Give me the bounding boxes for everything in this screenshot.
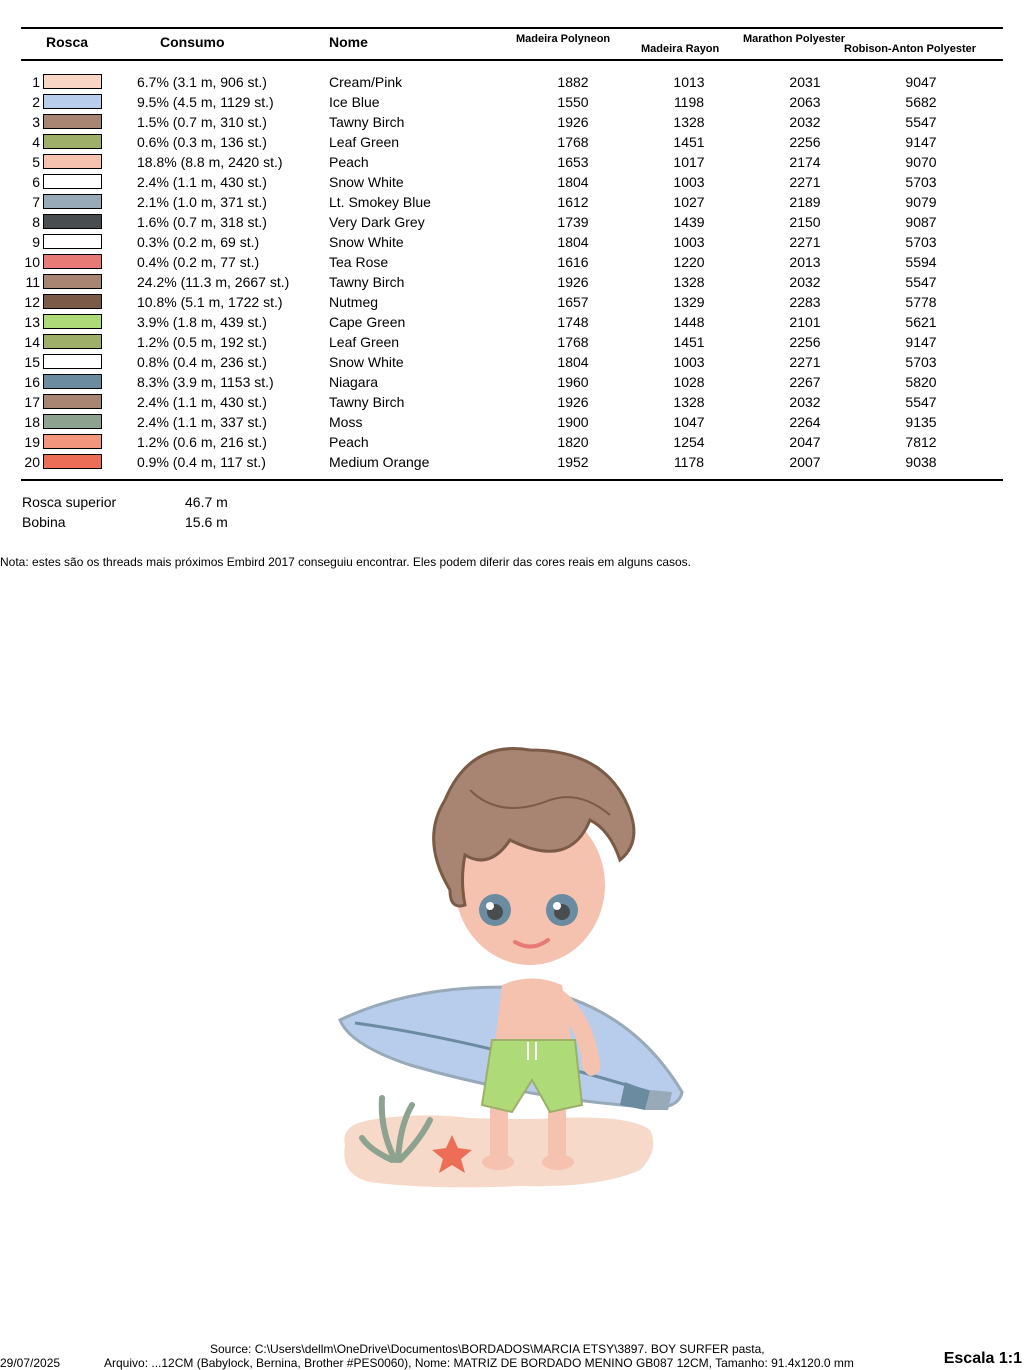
rosca-superior-label: Rosca superior [22, 494, 117, 510]
thread-name-cell: Cream/Pink [329, 74, 403, 90]
thread-name-cell: Nutmeg [329, 294, 379, 310]
thread-number: 13 [24, 314, 40, 330]
marathon-polyester-cell: 2032 [789, 114, 821, 130]
consumption-cell: 1.2% (0.5 m, 192 st.) [137, 334, 267, 350]
table-row [0, 272, 1024, 292]
robison-anton-cell: 5547 [905, 274, 937, 290]
madeira-rayon-cell: 1047 [673, 414, 705, 430]
thread-number: 15 [24, 354, 40, 370]
robison-anton-cell: 9079 [905, 194, 937, 210]
madeira-polyneon-cell: 1748 [557, 314, 589, 330]
consumption-cell: 0.4% (0.2 m, 77 st.) [137, 254, 260, 270]
madeira-rayon-cell: 1220 [673, 254, 705, 270]
marathon-polyester-cell: 2271 [789, 174, 821, 190]
thread-number: 14 [24, 334, 40, 350]
consumption-cell: 2.4% (1.1 m, 430 st.) [137, 174, 267, 190]
thread-number: 2 [32, 94, 40, 110]
madeira-rayon-cell: 1017 [673, 154, 705, 170]
thread-name-cell: Snow White [329, 174, 404, 190]
color-swatch [43, 74, 102, 89]
table-row [0, 172, 1024, 192]
robison-anton-cell: 5778 [905, 294, 937, 310]
color-swatch [43, 174, 102, 189]
table-row [0, 72, 1024, 92]
color-swatch [43, 214, 102, 229]
robison-anton-cell: 5547 [905, 394, 937, 410]
thread-name-cell: Tawny Birch [329, 274, 405, 290]
marathon-polyester-cell: 2150 [789, 214, 821, 230]
madeira-polyneon-cell: 1926 [557, 394, 589, 410]
footer-source: Source: C:\Users\dellm\OneDrive\Documentos\BORDADOS\MARCIA ETSY\3897. BOY SURFER pasta, [210, 1342, 765, 1356]
thread-name-cell: Cape Green [329, 314, 406, 330]
thread-name-cell: Tea Rose [329, 254, 389, 270]
color-swatch [43, 294, 102, 309]
robison-anton-cell: 9047 [905, 74, 937, 90]
consumption-cell: 2.4% (1.1 m, 337 st.) [137, 414, 267, 430]
marathon-polyester-cell: 2283 [789, 294, 821, 310]
thread-number: 10 [24, 254, 40, 270]
marathon-polyester-cell: 2256 [789, 334, 821, 350]
thread-name-cell: Very Dark Grey [329, 214, 425, 230]
marathon-polyester-cell: 2032 [789, 394, 821, 410]
thread-number: 16 [24, 374, 40, 390]
consumption-cell: 0.3% (0.2 m, 69 st.) [137, 234, 260, 250]
color-swatch [43, 274, 102, 289]
scale-label: Escala 1:1 [943, 1350, 1022, 1367]
madeira-polyneon-cell: 1612 [557, 194, 589, 210]
madeira-polyneon-cell: 1952 [557, 454, 589, 470]
table-row [0, 312, 1024, 332]
robison-anton-cell: 5703 [905, 174, 937, 190]
color-swatch [43, 314, 102, 329]
madeira-polyneon-cell: 1960 [557, 374, 589, 390]
table-row [0, 112, 1024, 132]
color-swatch [43, 154, 102, 169]
consumption-cell: 18.8% (8.8 m, 2420 st.) [137, 154, 283, 170]
table-row [0, 352, 1024, 372]
thread-name-cell: Leaf Green [329, 134, 400, 150]
consumption-cell: 9.5% (4.5 m, 1129 st.) [137, 94, 274, 110]
rosca-superior-value: 46.7 m [185, 494, 228, 510]
madeira-polyneon-cell: 1657 [557, 294, 589, 310]
madeira-rayon-cell: 1027 [673, 194, 705, 210]
consumption-cell: 0.6% (0.3 m, 136 st.) [137, 134, 267, 150]
consumption-cell: 8.3% (3.9 m, 1153 st.) [137, 374, 274, 390]
madeira-polyneon-cell: 1739 [557, 214, 589, 230]
madeira-rayon-cell: 1254 [673, 434, 705, 450]
madeira-rayon-cell: 1451 [673, 134, 705, 150]
thread-name-cell: Lt. Smokey Blue [329, 194, 431, 210]
bobina-value: 15.6 m [185, 514, 228, 530]
robison-anton-cell: 9135 [905, 414, 937, 430]
color-swatch [43, 254, 102, 269]
thread-number: 1 [32, 74, 40, 90]
table-row [0, 412, 1024, 432]
marathon-polyester-cell: 2063 [789, 94, 821, 110]
madeira-polyneon-cell: 1550 [557, 94, 589, 110]
thread-number: 19 [24, 434, 40, 450]
color-swatch [43, 374, 102, 389]
marathon-polyester-cell: 2101 [789, 314, 821, 330]
table-bottom-rule [21, 479, 1003, 481]
madeira-rayon-cell: 1328 [673, 114, 705, 130]
marathon-polyester-cell: 2267 [789, 374, 821, 390]
consumption-cell: 1.5% (0.7 m, 310 st.) [137, 114, 267, 130]
madeira-rayon-cell: 1003 [673, 354, 705, 370]
header-marathon-polyester: Marathon Polyester [743, 33, 846, 45]
madeira-polyneon-cell: 1653 [557, 154, 589, 170]
thread-name-cell: Peach [329, 434, 369, 450]
thread-number: 11 [25, 274, 40, 290]
madeira-polyneon-cell: 1804 [557, 174, 589, 190]
table-row [0, 232, 1024, 252]
marathon-polyester-cell: 2271 [789, 234, 821, 250]
consumption-cell: 6.7% (3.1 m, 906 st.) [137, 74, 267, 90]
madeira-polyneon-cell: 1882 [557, 74, 589, 90]
footer-arquivo: Arquivo: ...12CM (Babylock, Bernina, Brother #PES0060), Nome: MATRIZ DE BORDADO MENINO GB087 12CM, Tamanho: 91.4x120.0 mm [104, 1356, 854, 1370]
thread-name-cell: Tawny Birch [329, 114, 405, 130]
robison-anton-cell: 9038 [905, 454, 937, 470]
thread-name-cell: Leaf Green [329, 334, 400, 350]
madeira-polyneon-cell: 1820 [557, 434, 589, 450]
consumption-cell: 1.6% (0.7 m, 318 st.) [137, 214, 267, 230]
robison-anton-cell: 5547 [905, 114, 937, 130]
consumption-cell: 0.9% (0.4 m, 117 st.) [137, 454, 266, 470]
madeira-rayon-cell: 1329 [673, 294, 705, 310]
table-row [0, 332, 1024, 352]
thread-number: 17 [24, 394, 40, 410]
table-row [0, 92, 1024, 112]
table-top-rule [21, 27, 1003, 29]
madeira-polyneon-cell: 1768 [557, 134, 589, 150]
thread-name-cell: Snow White [329, 234, 404, 250]
table-row [0, 212, 1024, 232]
robison-anton-cell: 5682 [905, 94, 937, 110]
robison-anton-cell: 5621 [905, 314, 937, 330]
color-swatch [43, 334, 102, 349]
madeira-rayon-cell: 1439 [673, 214, 705, 230]
thread-number: 6 [32, 174, 40, 190]
color-swatch [43, 114, 102, 129]
robison-anton-cell: 9147 [905, 334, 937, 350]
thread-name-cell: Peach [329, 154, 369, 170]
robison-anton-cell: 5594 [905, 254, 937, 270]
table-row [0, 192, 1024, 212]
table-row [0, 292, 1024, 312]
color-swatch [43, 94, 102, 109]
table-row [0, 152, 1024, 172]
thread-number: 8 [32, 214, 40, 230]
thread-number: 12 [24, 294, 40, 310]
madeira-polyneon-cell: 1768 [557, 334, 589, 350]
header-bottom-rule [21, 59, 1003, 61]
color-swatch [43, 414, 102, 429]
footer-date: 29/07/2025 [0, 1356, 61, 1370]
marathon-polyester-cell: 2047 [789, 434, 821, 450]
thread-name-cell: Tawny Birch [329, 394, 405, 410]
header-consumo: Consumo [160, 34, 225, 50]
madeira-rayon-cell: 1013 [673, 74, 705, 90]
table-row [0, 132, 1024, 152]
thread-number: 20 [24, 454, 40, 470]
color-swatch [43, 394, 102, 409]
robison-anton-cell: 5703 [905, 354, 937, 370]
color-swatch [43, 354, 102, 369]
madeira-rayon-cell: 1003 [673, 174, 705, 190]
madeira-rayon-cell: 1328 [673, 274, 705, 290]
marathon-polyester-cell: 2271 [789, 354, 821, 370]
consumption-cell: 2.1% (1.0 m, 371 st.) [137, 194, 267, 210]
thread-name-cell: Ice Blue [329, 94, 380, 110]
table-row [0, 372, 1024, 392]
madeira-rayon-cell: 1448 [673, 314, 705, 330]
thread-number: 9 [32, 234, 40, 250]
marathon-polyester-cell: 2007 [789, 454, 821, 470]
header-madeira-polyneon: Madeira Polyneon [516, 33, 611, 45]
robison-anton-cell: 5703 [905, 234, 937, 250]
consumption-cell: 2.4% (1.1 m, 430 st.) [137, 394, 267, 410]
marathon-polyester-cell: 2264 [789, 414, 821, 430]
madeira-rayon-cell: 1451 [673, 334, 705, 350]
robison-anton-cell: 7812 [905, 434, 937, 450]
threads-note: Nota: estes são os threads mais próximos Embird 2017 conseguiu encontrar. Eles podem diferir das cores reais em alguns casos. [0, 555, 692, 569]
embroidery-preview-image [300, 720, 720, 1200]
madeira-polyneon-cell: 1804 [557, 354, 589, 370]
header-nome: Nome [329, 34, 368, 50]
madeira-rayon-cell: 1328 [673, 394, 705, 410]
color-swatch [43, 434, 102, 449]
robison-anton-cell: 9147 [905, 134, 937, 150]
robison-anton-cell: 5820 [905, 374, 937, 390]
madeira-polyneon-cell: 1804 [557, 234, 589, 250]
madeira-rayon-cell: 1178 [673, 454, 705, 470]
robison-anton-cell: 9070 [905, 154, 937, 170]
thread-number: 7 [32, 194, 40, 210]
marathon-polyester-cell: 2031 [789, 74, 821, 90]
marathon-polyester-cell: 2032 [789, 274, 821, 290]
color-swatch [43, 194, 102, 209]
madeira-polyneon-cell: 1616 [557, 254, 589, 270]
color-swatch [43, 134, 102, 149]
madeira-polyneon-cell: 1926 [557, 274, 589, 290]
consumption-cell: 0.8% (0.4 m, 236 st.) [137, 354, 267, 370]
madeira-rayon-cell: 1028 [673, 374, 705, 390]
table-row [0, 392, 1024, 412]
header-rosca: Rosca [46, 34, 89, 50]
color-swatch [43, 234, 102, 249]
marathon-polyester-cell: 2174 [789, 154, 821, 170]
header-madeira-rayon: Madeira Rayon [641, 43, 720, 55]
bobina-label: Bobina [22, 514, 66, 530]
header-robison-anton: Robison-Anton Polyester [844, 43, 977, 55]
table-row [0, 452, 1024, 472]
color-swatch [43, 454, 102, 469]
table-row [0, 432, 1024, 452]
madeira-polyneon-cell: 1900 [557, 414, 589, 430]
thread-number: 3 [32, 114, 40, 130]
thread-name-cell: Moss [329, 414, 363, 430]
madeira-rayon-cell: 1198 [673, 94, 705, 110]
thread-name-cell: Snow White [329, 354, 404, 370]
table-row [0, 252, 1024, 272]
consumption-cell: 1.2% (0.6 m, 216 st.) [137, 434, 267, 450]
thread-number: 4 [32, 134, 40, 150]
madeira-polyneon-cell: 1926 [557, 114, 589, 130]
marathon-polyester-cell: 2256 [789, 134, 821, 150]
madeira-rayon-cell: 1003 [673, 234, 705, 250]
robison-anton-cell: 9087 [905, 214, 937, 230]
thread-number: 5 [32, 154, 40, 170]
thread-name-cell: Niagara [329, 374, 379, 390]
marathon-polyester-cell: 2013 [789, 254, 821, 270]
consumption-cell: 10.8% (5.1 m, 1722 st.) [137, 294, 283, 310]
consumption-cell: 3.9% (1.8 m, 439 st.) [137, 314, 267, 330]
consumption-cell: 24.2% (11.3 m, 2667 st.) [137, 274, 290, 290]
thread-name-cell: Medium Orange [329, 454, 430, 470]
marathon-polyester-cell: 2189 [789, 194, 821, 210]
thread-number: 18 [24, 414, 40, 430]
